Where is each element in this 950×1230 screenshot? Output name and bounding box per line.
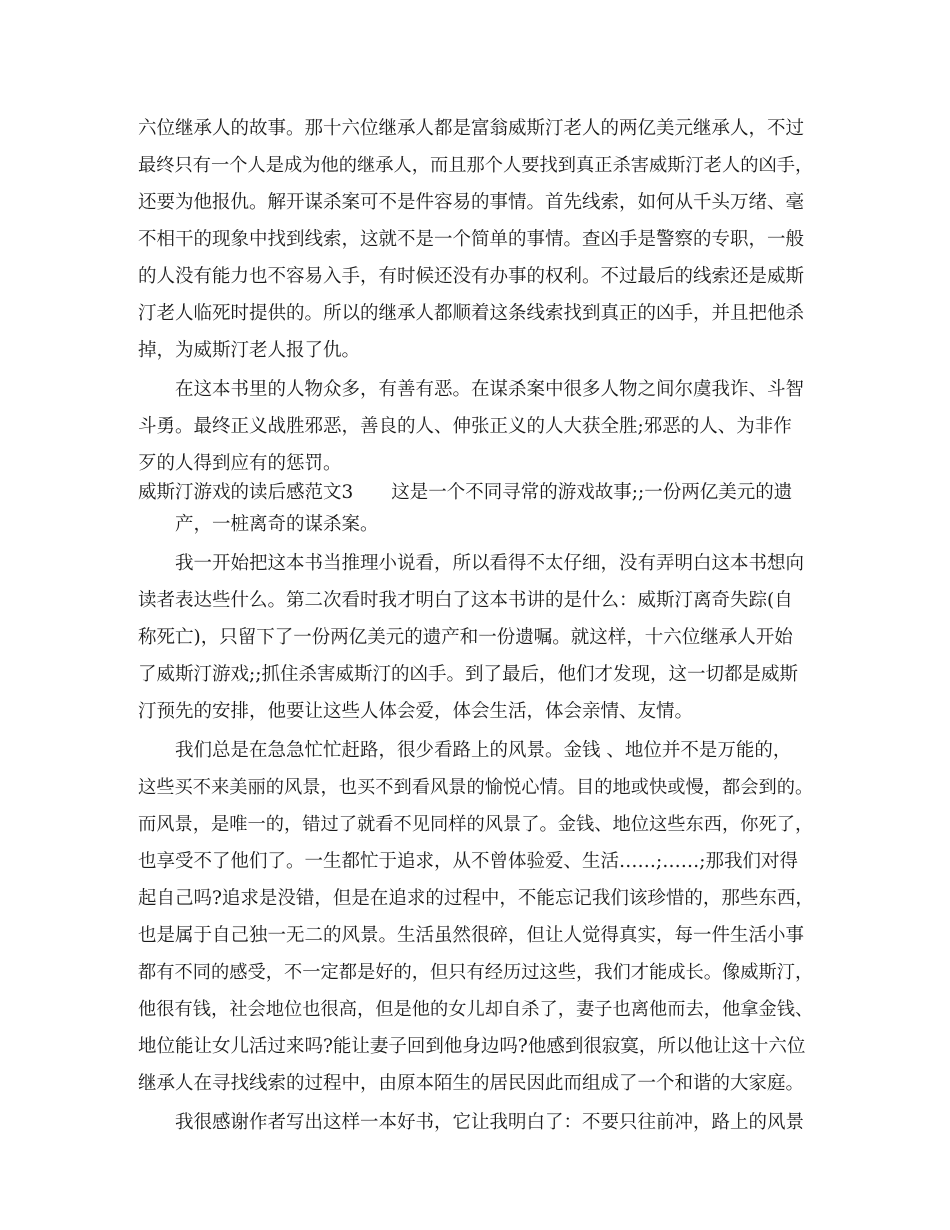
text-line: 了威斯汀游戏;;抓住杀害威斯汀的凶手。到了最后，他们才发现，这一切都是威斯 bbox=[138, 664, 798, 685]
section-heading-line bbox=[138, 476, 792, 510]
section-heading-title: 威斯汀游戏的读后感范文3 bbox=[138, 482, 354, 503]
text-line: 还要为他报仇。解开谋杀案可不是件容易的事情。首先线索，如何从千头万绪、毫 bbox=[138, 192, 805, 213]
text-line: 而风景，是唯一的，错过了就看不见同样的风景了。金钱、地位这些东西，你死了， bbox=[138, 814, 814, 835]
text-line: 都有不同的感受，不一定都是好的，但只有经历过这些，我们才能成长。像威斯汀， bbox=[138, 962, 814, 983]
text-line: 汀老人临死时提供的。所以的继承人都顺着这条线索找到真正的凶手，并且把他杀 bbox=[138, 303, 805, 324]
text-line: 斗勇。最终正义战胜邪恶，善良的人、伸张正义的人大获全胜;邪恶的人、为非作 bbox=[138, 416, 792, 437]
paragraph-first-line: 我们总是在急急忙忙赶路，很少看路上的风景。金钱 、地位并不是万能的， bbox=[175, 740, 792, 761]
text-line: 掉，为威斯汀老人报了仇。 bbox=[138, 340, 361, 361]
text-line: 最终只有一个人是成为他的继承人，而且那个人要找到真正杀害威斯汀老人的凶手， bbox=[138, 155, 814, 176]
text-line: 六位继承人的故事。那十六位继承人都是富翁威斯汀老人的两亿美元继承人，不过 bbox=[138, 118, 805, 139]
text-line: 这些买不来美丽的风景，也买不到看风景的愉悦心情。目的地或快或慢，都会到的。 bbox=[138, 777, 814, 798]
text-line: 继承人在寻找线索的过程中，由原本陌生的居民因此而组成了一个和谐的大家庭。 bbox=[138, 1073, 805, 1094]
text-line: 汀预先的安排，他要让这些人体会爱，体会生活，体会亲情、友情。 bbox=[138, 701, 694, 722]
text-line: 也是属于自己独一无二的风景。生活虽然很碎，但让人觉得真实，每一件生活小事 bbox=[138, 925, 805, 946]
paragraph-first-line: 在这本书里的人物众多，有善有恶。在谋杀案中很多人物之间尔虞我诈、斗智 bbox=[175, 379, 805, 400]
paragraph-first-line: 我一开始把这本书当推理小说看，所以看得不太仔细，没有弄明白这本书想向 bbox=[175, 553, 805, 574]
text-line: 不相干的现象中找到线索，这就不是一个简单的事情。查凶手是警察的专职，一般 bbox=[138, 229, 805, 250]
text-line: 称死亡)，只留下了一份两亿美元的遗产和一份遗嘱。就这样，十六位继承人开始 bbox=[138, 627, 793, 648]
section-heading-text: 这是一个不同寻常的游戏故事;;一份两亿美元的遗 bbox=[391, 482, 793, 503]
text-line: 地位能让女儿活过来吗?能让妻子回到他身边吗?他感到很寂寞，所以他让这十六位 bbox=[138, 1036, 806, 1057]
paragraph-first-line: 我很感谢作者写出这样一本好书，它让我明白了：不要只往前冲，路上的风景 bbox=[175, 1112, 805, 1133]
text-line: 起自己吗?追求是没错，但是在追求的过程中，不能忘记我们该珍惜的，那些东西， bbox=[138, 888, 814, 909]
text-line: 歹的人得到应有的惩罚。 bbox=[138, 453, 342, 474]
text-line: 也享受不了他们了。一生都忙于追求，从不曾体验爱、生活……;……;那我们对得 bbox=[138, 851, 798, 872]
text-line: 读者表达些什么。第二次看时我才明白了这本书讲的是什么：威斯汀离奇失踪(自 bbox=[138, 590, 793, 611]
text-line: 的人没有能力也不容易入手，有时候还没有办事的权利。不过最后的线索还是威斯 bbox=[138, 266, 805, 287]
text-line: 产，一桩离奇的谋杀案。 bbox=[175, 514, 379, 535]
text-line: 他很有钱，社会地位也很高，但是他的女儿却自杀了，妻子也离他而去，他拿金钱、 bbox=[138, 999, 814, 1020]
